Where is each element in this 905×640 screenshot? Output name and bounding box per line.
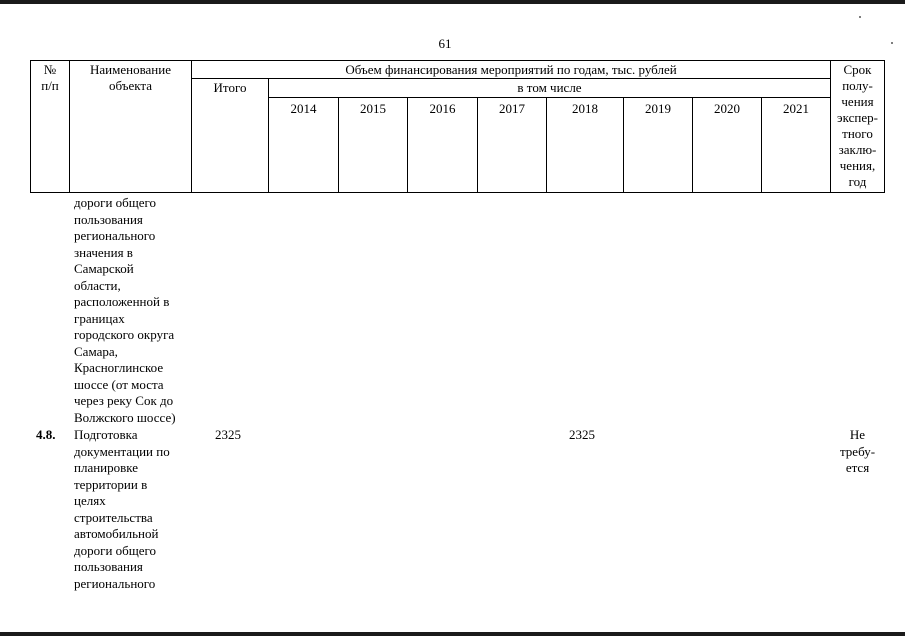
header-term: полу- [842,78,873,93]
text-line: городского округа [74,327,175,342]
header-term: чения [841,94,874,109]
text-line: дороги общего [74,195,157,210]
text-line: требу- [839,443,876,459]
text-line: регионального [74,575,156,591]
header-funding: Объем финансирования мероприятий по годам, тыс. рублей [345,62,677,77]
text-line: шоссе (от моста [74,376,164,392]
text-line: Подготовка [74,427,138,442]
row-4-8-name [74,427,192,592]
text-line: документации по [74,443,170,459]
header-term: заклю- [838,142,877,157]
row-4-8-total: 2325 [215,427,241,442]
header-term: Срок [843,62,872,77]
header-term: экспер- [837,110,878,125]
text-line: строительства [74,509,153,525]
text-line: Волжского шоссе) [74,409,176,425]
header-year: 2021 [783,101,809,116]
header-year: 2014 [290,101,317,116]
row-4-8-term [831,427,884,477]
header-num-2: п/п [41,78,59,93]
header-year: 2018 [572,101,598,116]
text-line: ется [845,460,870,475]
header-term: год [848,174,867,189]
text-line: пользования [74,559,143,574]
text-line: дороги общего [74,542,157,558]
header-name: Наименование [90,62,171,77]
header-year: 2017 [499,101,525,116]
text-line: территории в [74,476,148,492]
text-line: регионального [74,228,156,243]
header-year: 2019 [645,101,671,116]
text-line: Самара, [74,343,118,359]
text-line: автомобильной [74,526,159,541]
header-term: чения, [839,158,876,173]
text-line: через реку Сок до [74,393,174,408]
text-line: значения в [74,244,133,260]
header-year: 2016 [429,101,456,116]
scan-speck [859,16,861,18]
row-4-8-number: 4.8. [36,427,56,442]
scan-speck [891,42,893,44]
header-term: тного [842,126,873,141]
header-total: Итого [213,80,247,95]
header-including: в том числе [517,80,582,95]
text-line: Самарской [74,261,134,276]
continuation-name [74,195,192,426]
header-year: 2015 [360,101,386,116]
header-name-2: объекта [108,78,153,93]
header-num: № [43,62,57,77]
text-line: пользования [74,211,143,227]
text-line: Красноглинское [74,360,164,375]
text-line: целях [74,493,106,508]
text-line: расположенной в [74,294,170,309]
header-year: 2020 [714,101,740,116]
text-line: Не [849,427,866,442]
text-line: планировке [74,460,139,475]
text-line: границах [74,310,125,326]
row-4-8-2018: 2325 [569,427,595,442]
page-number: 61 [438,36,452,51]
text-line: области, [74,277,121,293]
